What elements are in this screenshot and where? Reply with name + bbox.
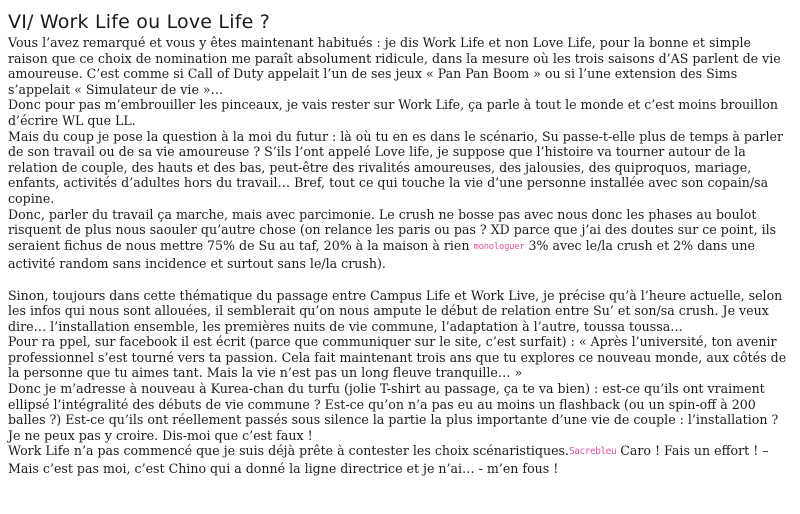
paragraph-naming: Donc pour pas m’embrouiller les pinceaux, je vais rester sur Work Life, ça parle à tout le monde et c’est moins brouillon d’écrire WL que LL. bbox=[8, 97, 778, 128]
paragraph-work-balance-end: 3% avec le/la crush et 2% dans une activité random sans incidence et surtout sans le/la crush). bbox=[8, 237, 755, 272]
paragraph-facebook-quote: Pour ra ppel, sur facebook il est écrit (parce que communiquer sur le site, c’est surfait) : « Après l’université, ton avenir professionnel s’est tourné vers ta passion. Cela fait maintenant trois ans que tu explores ce nouveau monde, aux côtés de la personne que tu aimes tant. Mais la vie n’est pas un long fleuve tranquille… » bbox=[8, 334, 787, 381]
paragraph-kurea: Donc je m’adresse à nouveau à Kurea-chan du turfu (jolie T-shirt au passage, ça te va bien) : est-ce qu’ils ont vraiment ellipsé l’intégralité des débuts de vie commune ? Est-ce qu’on n’a pas eu au moins un flashback (ou un spin-off à 200 balles ?) Est-ce qu’ils ont réellement passés sous silence la partie la plus importante d’une vie de couple : l’installation ? Je ne peux pas y croire. Dis-moi que c’est faux ! bbox=[8, 381, 779, 443]
sacrebleu-tag: Sacrebleu bbox=[569, 446, 617, 458]
paragraph-work-balance bbox=[8, 207, 792, 272]
paragraph-conclusion-text: Work Life n’a pas commencé que je suis déjà prête à contester les choix scénaristiques. bbox=[8, 443, 570, 459]
article-body bbox=[8, 35, 792, 477]
monologuer-tag: monologuer bbox=[473, 241, 525, 252]
paragraph-intro: Vous l’avez remarqué et vous y êtes maintenant habitués : je dis Work Life et non Love Life, pour la bonne et simple raison que ce choix de nomination me paraît absolument ridicule, dans la mesure où les trois saisons d’AS parlent de vie amoureuse. C’est comme si Call of Duty appelait l’un de ses jeux « Pan Pan Boom » ou si l’une extension des Sims s’appelait « Simulateur de vie »… bbox=[8, 35, 781, 97]
paragraph-gap bbox=[8, 272, 792, 288]
paragraph-conclusion-end: Caro ! Fais un effort ! – Mais c’est pas moi, c’est Chino qui a donné la ligne directrice et je n’ai… - m’en fous ! bbox=[8, 443, 769, 477]
article-section bbox=[8, 10, 792, 477]
section-title: VI/ Work Life ou Love Life ? bbox=[8, 11, 270, 33]
paragraph-question: Mais du coup je pose la question à la moi du futur : là où tu en es dans le scénario, Su passe-t-elle plus de temps à parler de son travail ou de sa vie amoureuse ? S’ils l’ont appelé Love life, je suppose que l’histoire va tourner autour de la relation de couple, des hauts et des bas, peut-être des rivalités amoureuses, des jalousies, des quiproquos, mariage, enfants, activités d’adultes hors du travail… Bref, tout ce qui touche la vie d’une personne installée avec son copain/sa copine. bbox=[8, 128, 783, 206]
paragraph-work-balance-text: Donc, parler du travail ça marche, mais avec parcimonie. Le crush ne bosse pas avec nous donc les phases au boulot risquent de plus nous saouler qu’autre chose (on relance les paris ou pas ? XD parce que j’ai des doutes sur ce point, ils seraient fichus de nous mettre 75% de Su au taf, 20% à la maison à rien bbox=[8, 206, 777, 253]
paragraph-conclusion bbox=[8, 443, 792, 476]
paragraph-transition: Sinon, toujours dans cette thématique du passage entre Campus Life et Work Live, je précise qu’à l’heure actuelle, selon les infos qui nous sont allouées, il semblerait qu’on nous ampute le début de relation entre Su’ et son/sa crush. Je veux dire… l’installation ensemble, les premières nuits de vie commune, l’adaptation à l’autre, toussa toussa… bbox=[8, 287, 783, 334]
